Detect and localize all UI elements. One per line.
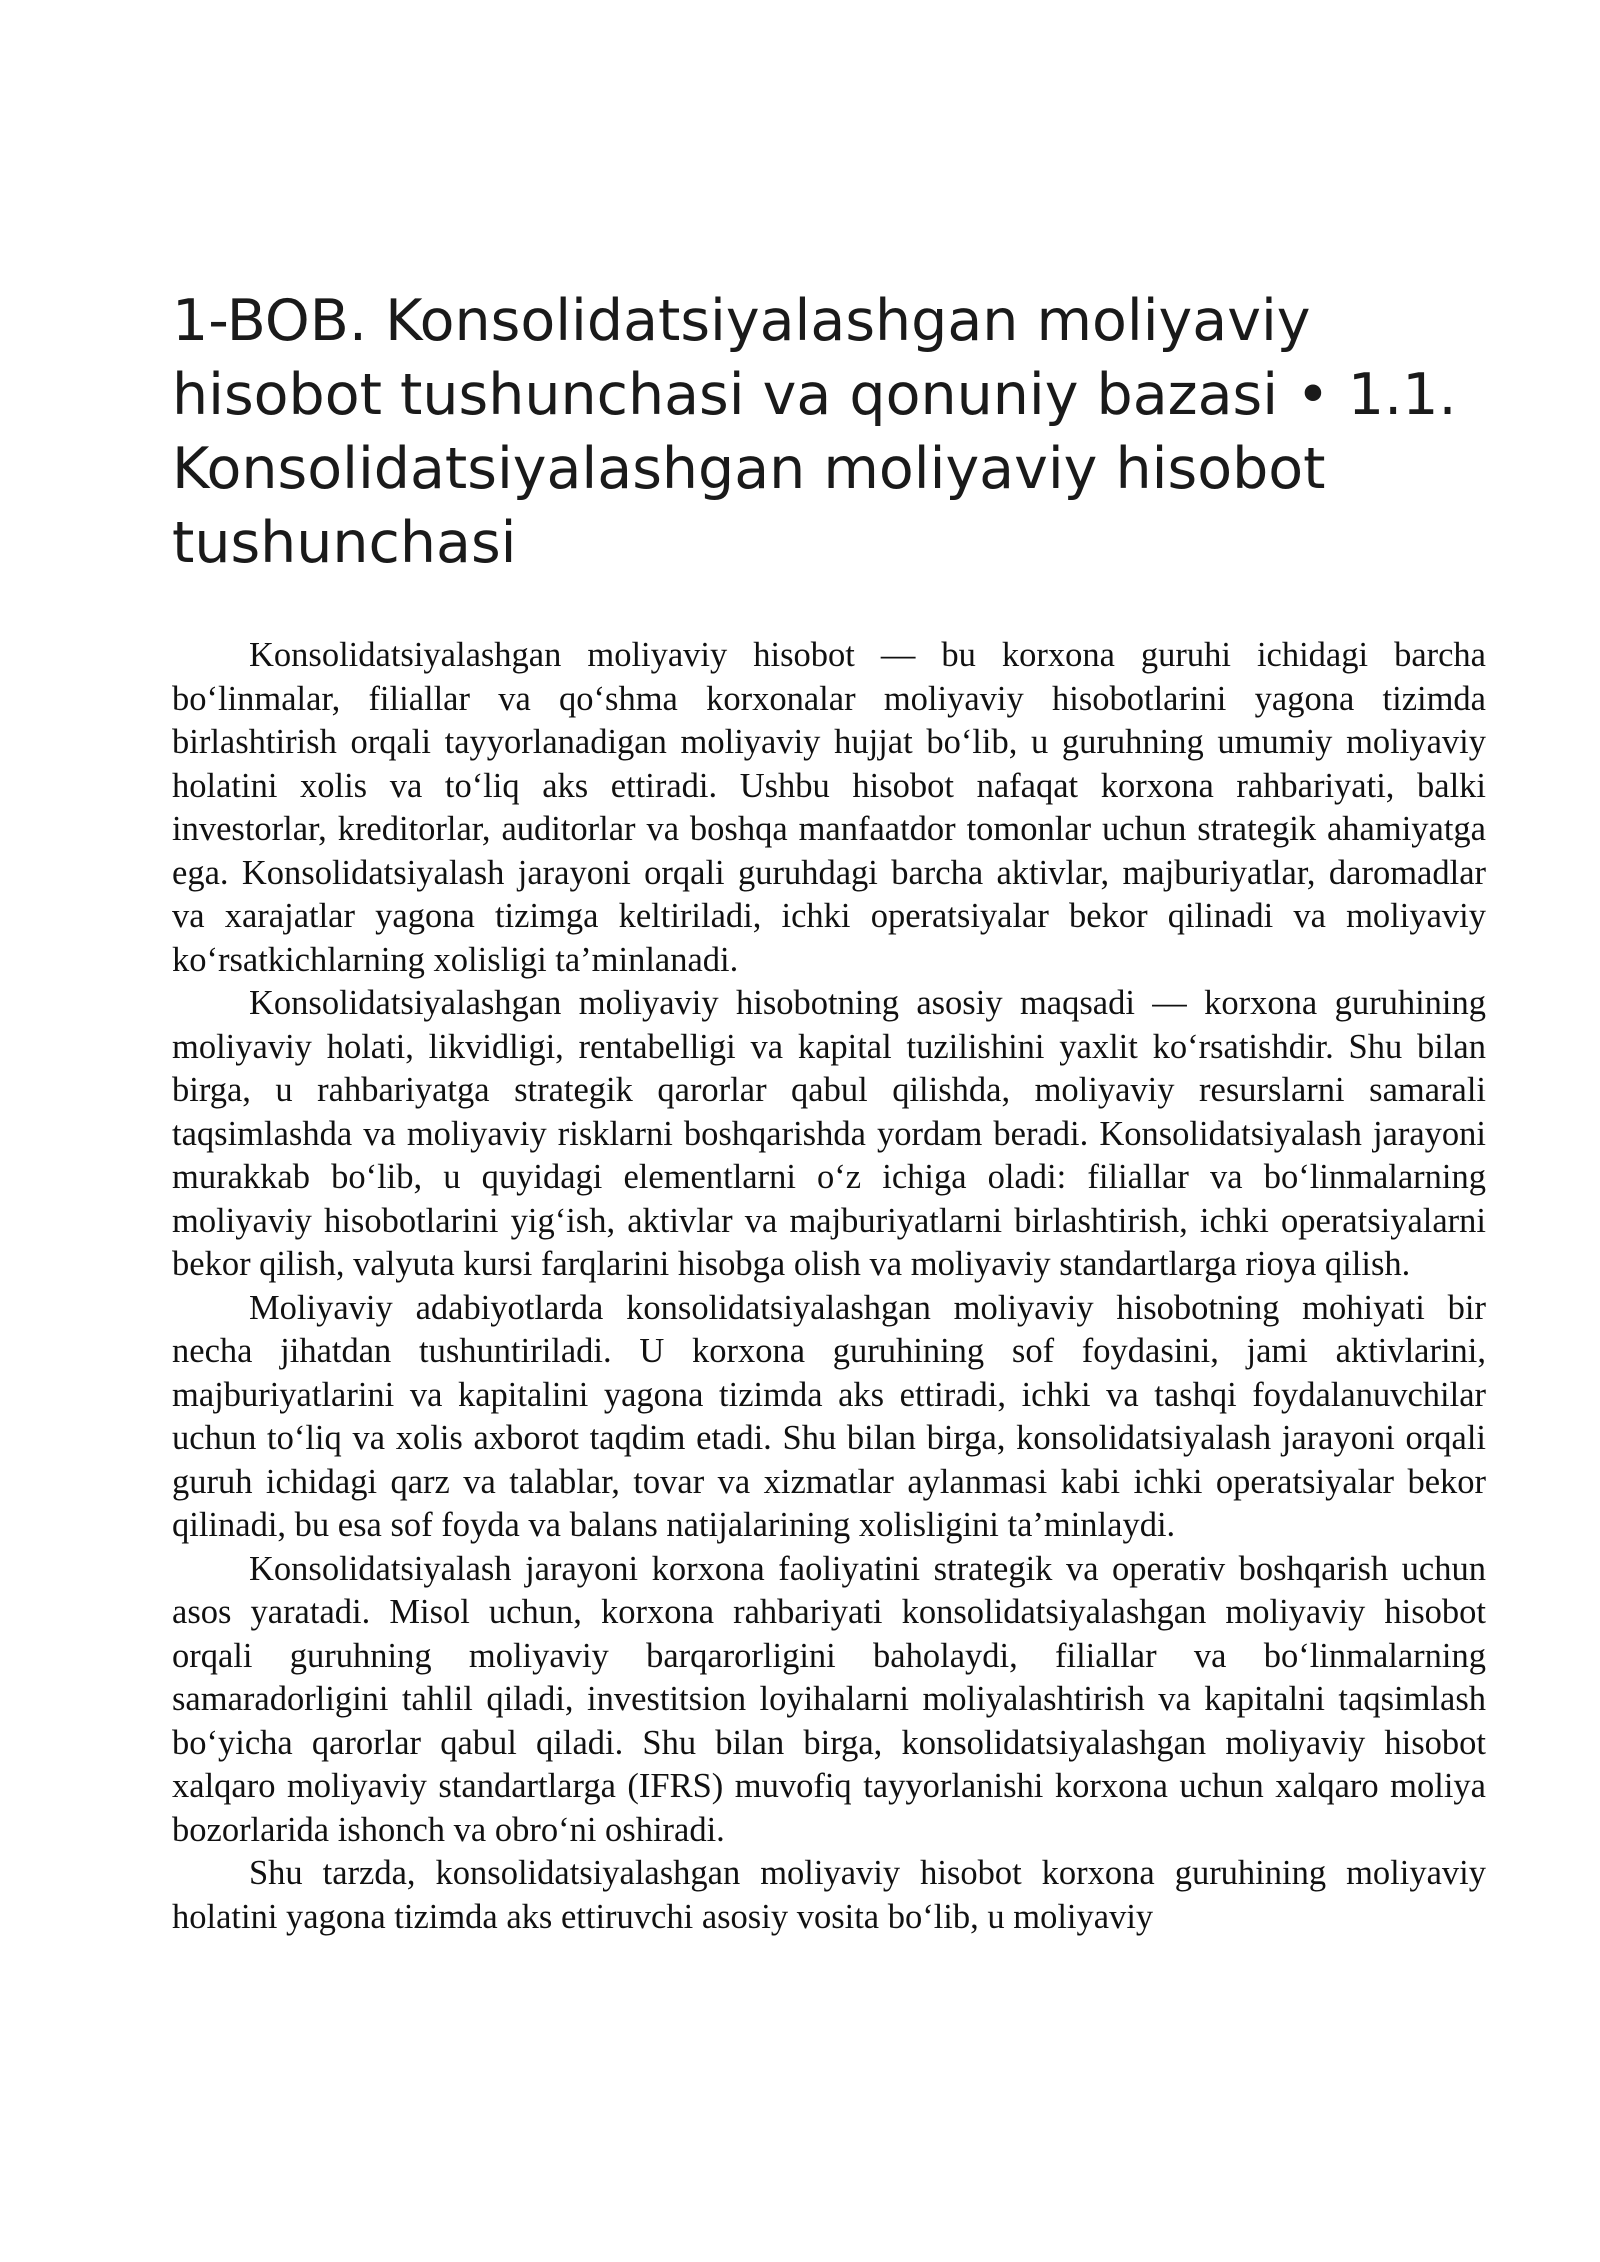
chapter-heading: 1-BOB. Konsolidatsiyalashgan moliyaviy hisobot tushunchasi va qonuniy bazasi • 1.1. Konsolidatsiyalashgan moliyaviy hisobot tushunchasi	[172, 288, 1457, 576]
paragraph: Konsolidatsiyalashgan moliyaviy hisobotning asosiy maqsadi — korxona guruhining moliyaviy holati, likvidligi, rentabelligi va kapital tuzilishini yaxlit ko‘rsatishdir. Shu bilan birga, u rahbariyatga strategik qarorlar qabul qilishda, moliyaviy resurslarni samarali taqsimlashda va moliyaviy risklarni boshqarishda yordam beradi. Konsolidatsiyalash jarayoni murakkab bo‘lib, u quyidagi elementlarni o‘z ichiga oladi: filiallar va bo‘linmalarning moliyaviy hisobotlarini yig‘ish, aktivlar va majburiyatlarni birlashtirish, ichki operatsiyalarni bekor qilish, valyuta kursi farqlarini hisobga olish va moliyaviy standartlarga rioya qilish.	[172, 984, 1486, 1283]
paragraph: Konsolidatsiyalashgan moliyaviy hisobot — bu korxona guruhi ichidagi barcha bo‘linmalar, filiallar va qo‘shma korxonalar moliyaviy hisobotlarini yagona tizimda birlashtirish orqali tayyorlanadigan moliyaviy hujjat bo‘lib, u guruhning umumiy moliyaviy holatini xolis va to‘liq aks ettiradi. Ushbu hisobot nafaqat korxona rahbariyati, balki investorlar, kreditorlar, auditorlar va boshqa manfaatdor tomonlar uchun strategik ahamiyatga ega. Konsolidatsiyalash jarayoni orqali guruhdagi barcha aktivlar, majburiyatlar, daromadlar va xarajatlar yagona tizimga keltiriladi, ichki operatsiyalar bekor qilinadi va moliyaviy ko‘rsatkichlarning xolisligi ta’minlanadi.	[172, 636, 1486, 979]
paragraph: Moliyaviy adabiyotlarda konsolidatsiyalashgan moliyaviy hisobotning mohiyati bir necha jihatdan tushuntiriladi. U korxona guruhining sof foydasini, jami aktivlarini, majburiyatlarini va kapitalini yagona tizimda aks ettiradi, ichki va tashqi foydalanuvchilar uchun to‘liq va xolis axborot taqdim etadi. Shu bilan birga, konsolidatsiyalash jarayoni orqali guruh ichidagi qarz va talablar, tovar va xizmatlar aylanmasi kabi ichki operatsiyalar bekor qilinadi, bu esa sof foyda va balans natijalarining xolisligini ta’minlaydi.	[172, 1288, 1486, 1544]
paragraph: Konsolidatsiyalash jarayoni korxona faoliyatini strategik va operativ boshqarish uchun asos yaratadi. Misol uchun, korxona rahbariyati konsolidatsiyalashgan moliyaviy hisobot orqali guruhning moliyaviy barqarorligini baholaydi, filiallar va bo‘linmalarning samaradorligini tahlil qiladi, investitsion loyihalarni moliyalashtirish va kapitalni taqsimlash bo‘yicha qarorlar qabul qiladi. Shu bilan birga, konsolidatsiyalashgan moliyaviy hisobot xalqaro moliyaviy standartlarga (IFRS) muvofiq tayyorlanishi korxona uchun xalqaro moliya bozorlarida ishonch va obro‘ni oshiradi.	[172, 1549, 1486, 1849]
paragraph: Shu tarzda, konsolidatsiyalashgan moliyaviy hisobot korxona guruhining moliyaviy holatini yagona tizimda aks ettiruvchi asosiy vosita bo‘lib, u moliyaviy	[172, 1854, 1486, 1936]
body-text	[172, 634, 1486, 1939]
